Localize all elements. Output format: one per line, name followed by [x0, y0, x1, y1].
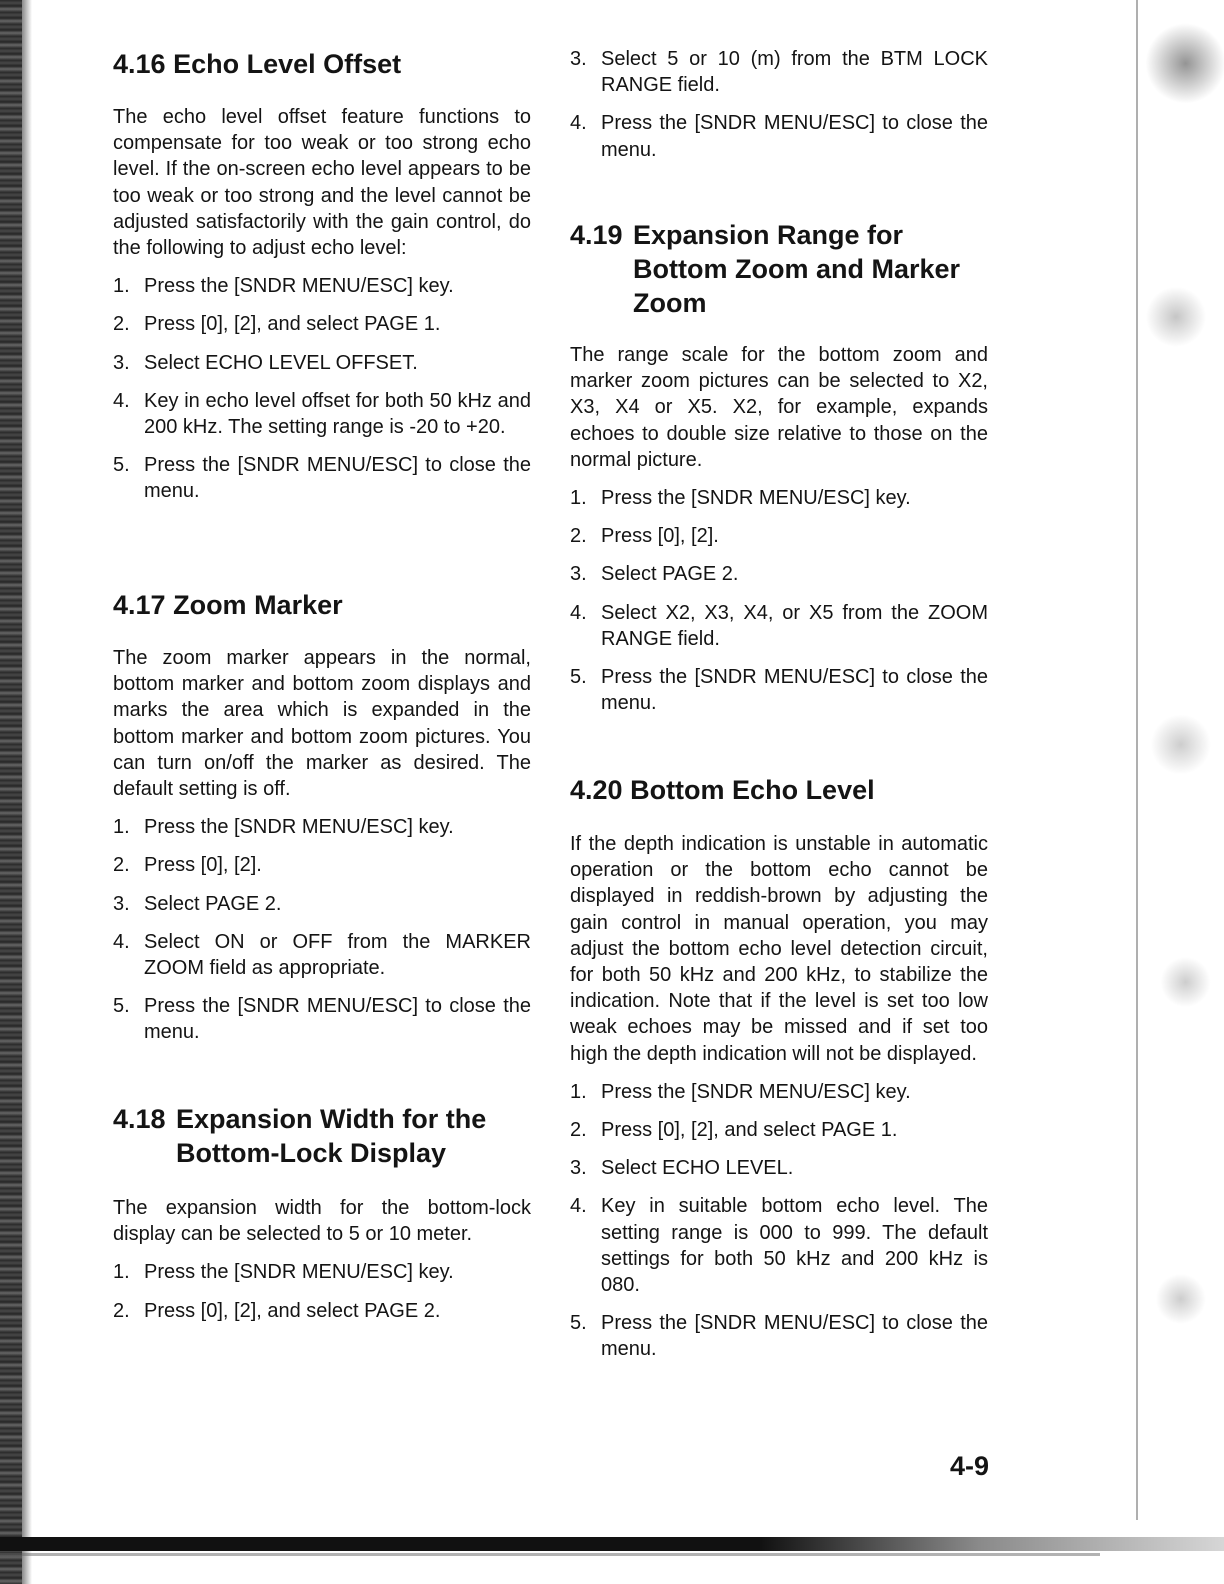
list-item: 4. Select ON or OFF from the MARKER ZOOM field as appropriate.: [113, 930, 531, 980]
section-heading: [570, 773, 988, 807]
list-item: 4. Key in suitable bottom echo level. The setting range is 000 to 999. The default settings for both 50 kHz and 200 kHz is 080.: [570, 1195, 988, 1297]
list-item: 2. Press [0], [2], and select PAGE 1.: [570, 1119, 898, 1142]
section-intro: If the depth indication is unstable in automatic operation or the bottom echo cannot be displayed in reddish-brown by adjusting the gain control in manual operation, you may adjust the bottom echo level detection circuit, for both 50 kHz and 200 kHz, to stabilize the indication. Note that if the level is set too low weak echoes may be missed and if set too high the depth indication will not be displayed.: [570, 833, 988, 1065]
step-list: [570, 485, 988, 716]
section-4-17: [113, 588, 531, 1046]
section-heading: [113, 588, 531, 622]
section-4-16: [113, 47, 531, 505]
list-item: 2. Press [0], [2].: [113, 854, 262, 877]
section-number: 4.19: [570, 220, 623, 250]
list-item: 4. Press the [SNDR MENU/ESC] to close the menu.: [570, 112, 988, 161]
section-intro: The echo level offset feature functions to compensate for too weak or too strong echo level. If the on-screen echo level appears to be too weak or too strong and the level cannot be adjusted satisfactorily with the gain control, do the following to adjust echo level:: [113, 106, 531, 260]
list-item: 5. Press the [SNDR MENU/ESC] to close the menu.: [113, 995, 531, 1044]
list-item: 1. Press the [SNDR MENU/ESC] key.: [113, 816, 454, 839]
section-title: Expansion Width for the Bottom-Lock Display: [176, 1104, 487, 1168]
list-item: 3. Select 5 or 10 (m) from the BTM LOCK RANGE field.: [570, 48, 988, 97]
list-item: 2. Press [0], [2].: [570, 525, 719, 548]
list-item: 5. Press the [SNDR MENU/ESC] to close the menu.: [570, 666, 988, 715]
section-intro: The expansion width for the bottom-lock display can be selected to 5 or 10 meter.: [113, 1197, 531, 1246]
section-title: Zoom Marker: [173, 590, 343, 620]
scan-right-edge-noise: [1128, 0, 1224, 1584]
list-item: 3. Select ECHO LEVEL.: [570, 1157, 794, 1180]
list-item: 4. Select X2, X3, X4, or X5 from the ZOOM RANGE field.: [570, 601, 988, 650]
step-list-continued: [570, 46, 988, 163]
step-list: [113, 814, 531, 1045]
section-number: 4.17: [113, 590, 166, 620]
page-number: 4-9: [950, 1451, 990, 1481]
step-list: [113, 273, 531, 504]
list-item: 3. Select PAGE 2.: [570, 563, 739, 586]
section-4-19: [570, 218, 988, 716]
section-number: 4.18: [113, 1104, 166, 1134]
list-item: 1. Press the [SNDR MENU/ESC] key.: [570, 487, 911, 510]
section-intro: The zoom marker appears in the normal, bottom marker and bottom zoom displays and marks the area which is expanded in the bottom marker and bottom zoom pictures. You can turn on/off the marker as desired. The default setting is off.: [113, 647, 531, 801]
section-4-18: [113, 1102, 531, 1324]
section-number: 4.20: [570, 775, 623, 805]
section-intro: The range scale for the bottom zoom and marker zoom pictures can be selected to X2, X3, X4 or X5. X2, for example, expands echoes to double size relative to those on the normal picture.: [570, 344, 988, 471]
scan-binding-shadow: [22, 0, 32, 1584]
list-item: 4. Key in echo level offset for both 50 kHz and 200 kHz. The setting range is -20 to +20.: [113, 389, 531, 439]
section-heading: [113, 47, 531, 81]
step-list: [570, 1079, 988, 1363]
list-item: 5. Press the [SNDR MENU/ESC] to close the menu.: [113, 454, 531, 503]
section-heading: [570, 218, 988, 320]
section-title: Expansion Range for Bottom Zoom and Marker Zoom: [633, 220, 961, 318]
list-item: 2. Press [0], [2], and select PAGE 1.: [113, 313, 441, 336]
list-item: 2. Press [0], [2], and select PAGE 2.: [113, 1299, 441, 1322]
section-title: Echo Level Offset: [173, 49, 402, 79]
list-item: 5. Press the [SNDR MENU/ESC] to close the menu.: [570, 1312, 988, 1361]
list-item: 1. Press the [SNDR MENU/ESC] key.: [113, 1261, 454, 1284]
list-item: 1. Press the [SNDR MENU/ESC] key.: [113, 275, 454, 298]
list-item: 3. Select PAGE 2.: [113, 892, 282, 915]
scan-binding-edge: [0, 0, 22, 1584]
step-list: [113, 1259, 531, 1323]
section-title: Bottom Echo Level: [630, 775, 875, 805]
scan-bottom-rule-thin: [0, 1553, 1100, 1556]
section-number: 4.16: [113, 49, 166, 79]
scan-right-rule: [1136, 0, 1138, 1520]
section-4-20: [570, 773, 988, 1363]
section-heading: [113, 1102, 531, 1170]
list-item: 3. Select ECHO LEVEL OFFSET.: [113, 351, 418, 374]
list-item: 1. Press the [SNDR MENU/ESC] key.: [570, 1080, 911, 1103]
scan-bottom-rule: [0, 1537, 1224, 1551]
